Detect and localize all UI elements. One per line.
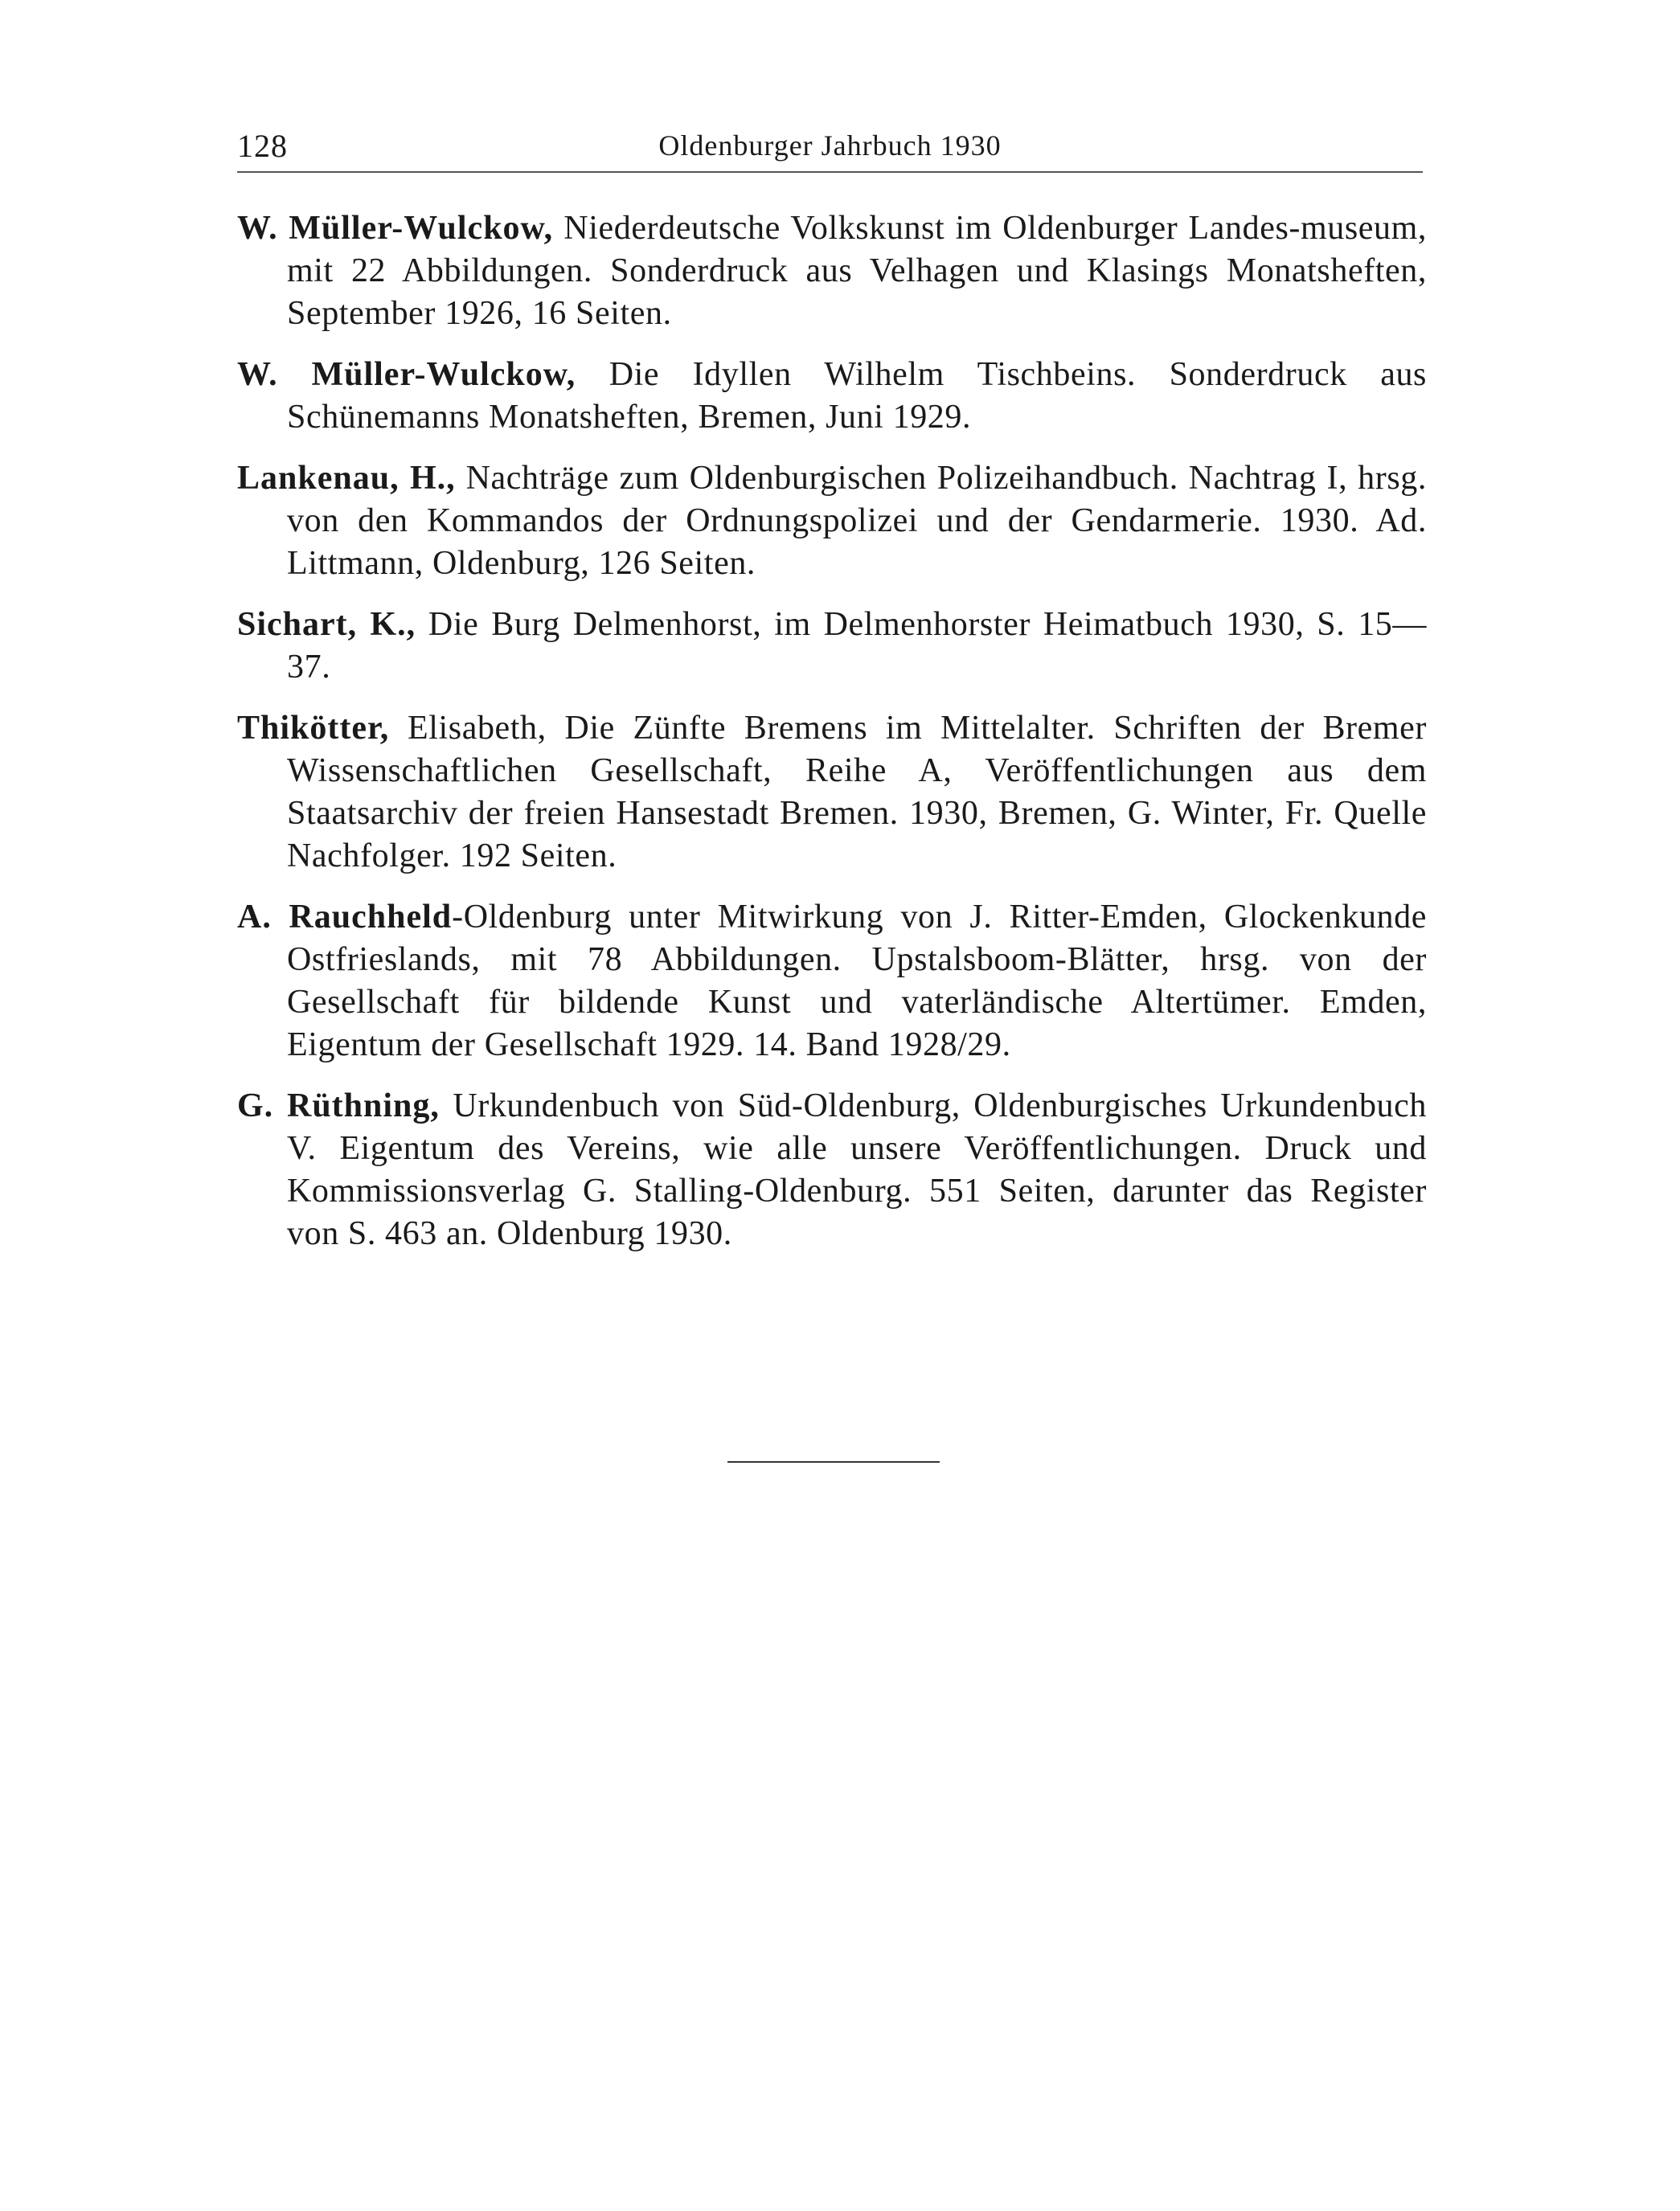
entry-text: Niederdeutsche Volkskunst im Oldenburger Landes-museum, mit 22 Abbildungen. Sonderdruck aus Velhagen und Klasings Monatsheften, September 1926, 16 Seiten. [287, 210, 1427, 332]
bibliography-entry [237, 207, 1427, 335]
header-rule [237, 171, 1423, 173]
entry-text: -Oldenburg unter Mitwirkung von J. Ritter-Emden, Glockenkunde Ostfrieslands, mit 78 Abbildungen. Upstalsboom-Blätter, hrsg. von der Gesellschaft für bildende Kunst und vaterländische Altertümer. Emden, Eigentum der Gesellschaft 1929. 14. Band 1928/29. [287, 899, 1427, 1063]
entry-author: W. Müller-Wulckow, [237, 210, 554, 247]
bibliography-list [237, 207, 1427, 1274]
running-title: Oldenburger Jahrbuch 1930 [658, 129, 1002, 162]
entry-text: Elisabeth, Die Zünfte Bremens im Mittelalter. Schriften der Bremer Wissenschaftlichen Gesellschaft, Reihe A, Veröffentlichungen aus dem Staatsarchiv der freien Hansestadt Bremen. 1930, Bremen, G. Winter, Fr. Quelle Nachfolger. 192 Seiten. [287, 710, 1427, 874]
entry-author: A. Rauchheld [237, 899, 453, 936]
bibliography-entry [237, 457, 1427, 585]
entry-text: Nachträge zum Oldenburgischen Polizeihandbuch. Nachtrag I, hrsg. von den Kommandos der Ordnungspolizei und der Gendarmerie. 1930. Ad. Littmann, Oldenburg, 126 Seiten. [287, 460, 1427, 582]
bibliography-entry [237, 707, 1427, 878]
bibliography-entry [237, 354, 1427, 439]
bibliography-entry [237, 1085, 1427, 1255]
entry-author: G. Rüthning, [237, 1087, 440, 1124]
entry-author: W. Müller-Wulckow, [237, 356, 576, 393]
bibliography-entry [237, 896, 1427, 1067]
page-header [237, 121, 1423, 169]
entry-author: Lankenau, H., [237, 460, 456, 497]
entry-text: Urkundenbuch von Süd-Oldenburg, Oldenburgisches Urkundenbuch V. Eigentum des Vereins, wie alle unsere Veröffentlichungen. Druck und Kommissionsverlag G. Stalling-Oldenburg. 551 Seiten, darunter das Register von S. 463 an. Oldenburg 1930. [287, 1087, 1427, 1252]
bibliography-entry [237, 604, 1427, 689]
entry-author: Sichart, K., [237, 606, 416, 643]
entry-text: Die Idyllen Wilhelm Tischbeins. Sonderdruck aus Schünemanns Monatsheften, Bremen, Juni 1929. [287, 356, 1427, 436]
entry-author: Thikötter, [237, 710, 390, 747]
entry-text: Die Burg Delmenhorst, im Delmenhorster Heimatbuch 1930, S. 15—37. [287, 606, 1427, 686]
page-number: 128 [237, 128, 288, 164]
end-rule [727, 1461, 940, 1463]
